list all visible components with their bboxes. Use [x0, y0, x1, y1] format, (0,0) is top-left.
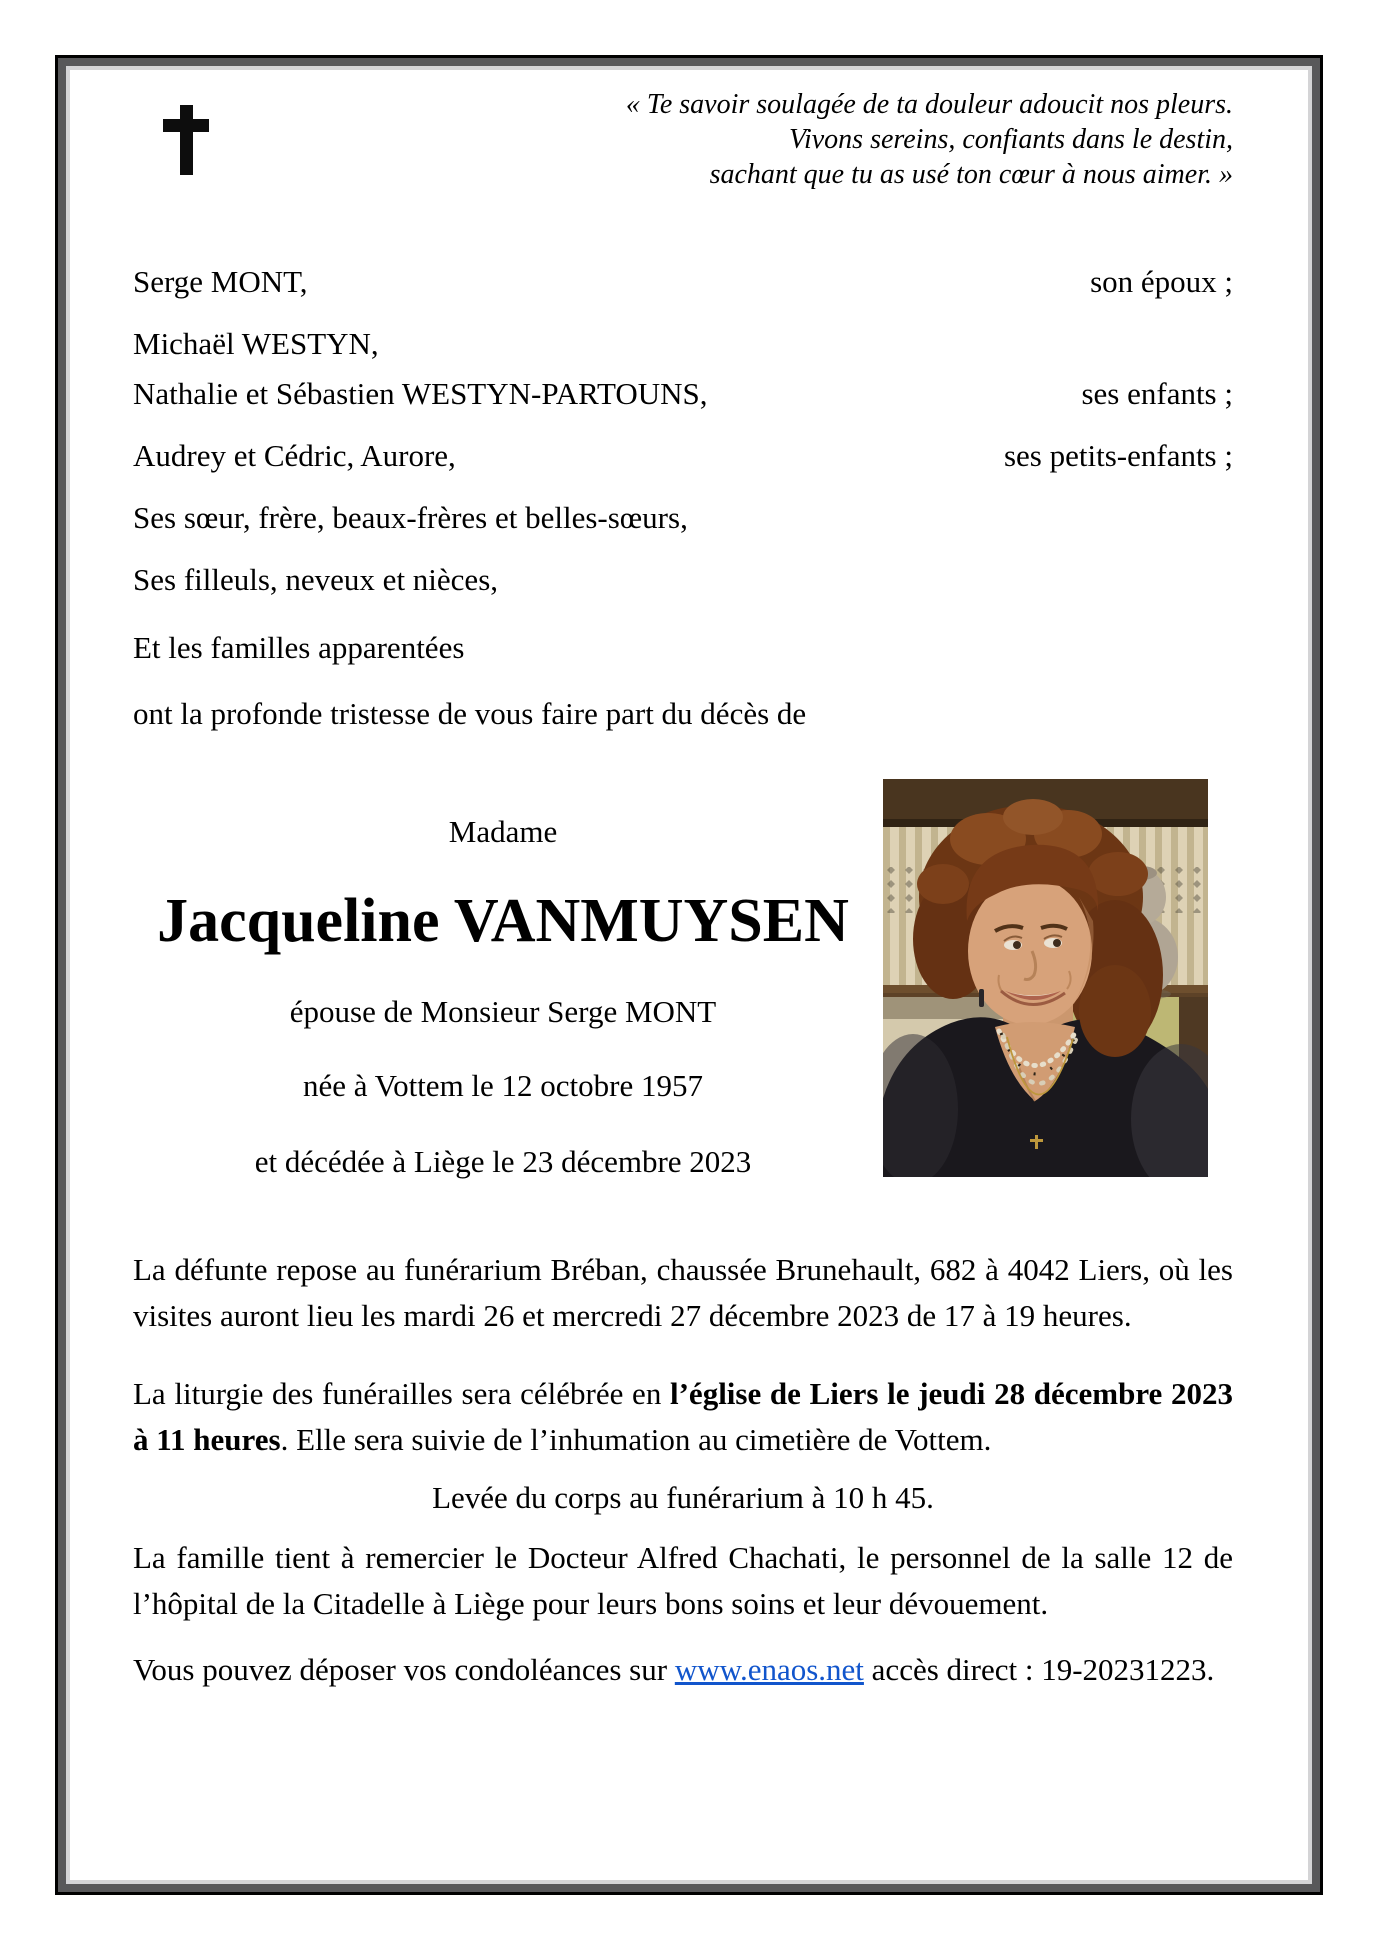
liturgy-suffix: . Elle sera suivie de l’inhumation au cimetière de Vottem. [280, 1422, 992, 1457]
deceased-identity [133, 779, 873, 1181]
family-names-group [133, 325, 707, 413]
cross-horizontal-bar [163, 119, 209, 132]
liturgy-prefix: La liturgie des funérailles sera célébrée en [133, 1376, 670, 1411]
levee-line: Levée du corps au funérarium à 10 h 45. [432, 1480, 934, 1515]
condolences-paragraph [133, 1647, 1233, 1693]
family-name: Nathalie et Sébastien WESTYN-PARTOUNS, [133, 376, 708, 411]
card-content [133, 85, 1233, 1693]
header [133, 85, 1233, 227]
memorial-quote [293, 85, 1233, 227]
condolences-suffix: accès direct : 19-20231223. [863, 1652, 1215, 1687]
repose-paragraph: La défunte repose au funérarium Bréban, chaussée Brunehault, 682 à 4042 Liers, où les visites auront lieu les mardi 26 et mercredi 27 décembre 2023 de 17 à 19 heures. [133, 1252, 1233, 1333]
condolences-link[interactable]: www.enaos.net [674, 1652, 864, 1687]
family-row-godchildren [133, 561, 1233, 599]
family-name: Audrey et Cédric, Aurore, [133, 438, 456, 473]
family-name: Et les familles apparentées [133, 630, 465, 665]
family-relation: son époux ; [1090, 264, 1233, 299]
quote-line-2: Vivons sereins, confiants dans le destin, [788, 124, 1233, 155]
cross-wrap [163, 85, 293, 227]
liturgy-paragraph [133, 1371, 1233, 1463]
family-row-siblings [133, 499, 1233, 537]
family-relation: ses petits-enfants ; [1003, 438, 1233, 473]
death-line: et décédée à Liège le 23 décembre 2023 [254, 1144, 752, 1179]
cross-vertical-bar [180, 105, 193, 175]
family-name: Michaël WESTYN, [133, 326, 379, 361]
deceased-title: Madame [448, 814, 558, 849]
family-name: Serge MONT, [133, 264, 308, 299]
family-row-spouse [133, 263, 1233, 301]
latin-cross-icon [163, 105, 209, 175]
portrait-photo [883, 779, 1208, 1177]
thanks-paragraph: La famille tient à remercier le Docteur Alfred Chachati, le personnel de la salle 12 de l’hôpital de la Citadelle à Liège pour leurs bons soins et leur dévouement. [133, 1540, 1233, 1621]
family-relation: ses enfants ; [1081, 376, 1233, 411]
family-name: Ses filleuls, neveux et nièces, [133, 562, 499, 597]
family-name: Ses sœur, frère, beaux-frères et belles-sœurs, [133, 500, 688, 535]
family-row-children [133, 325, 1233, 413]
family-row-related [133, 629, 1233, 667]
announcement-line: ont la profonde tristesse de vous faire part du décès de [133, 696, 807, 731]
birth-line: née à Vottem le 12 octobre 1957 [302, 1068, 704, 1103]
spouse-line: épouse de Monsieur Serge MONT [289, 994, 717, 1029]
condolences-prefix: Vous pouvez déposer vos condoléances sur [133, 1652, 675, 1687]
family-row-grandchildren [133, 437, 1233, 475]
deceased-section [133, 779, 1233, 1181]
liturgy-bold: l’église de Liers le jeudi 28 décembre 2023 à 11 heures [133, 1376, 1233, 1457]
deceased-name: Jacqueline VANMUYSEN [157, 887, 849, 955]
quote-line-3: sachant que tu as usé ton cœur à nous aimer. » [709, 159, 1233, 190]
quote-line-1: « Te savoir soulagée de ta douleur adoucit nos pleurs. [625, 89, 1233, 120]
